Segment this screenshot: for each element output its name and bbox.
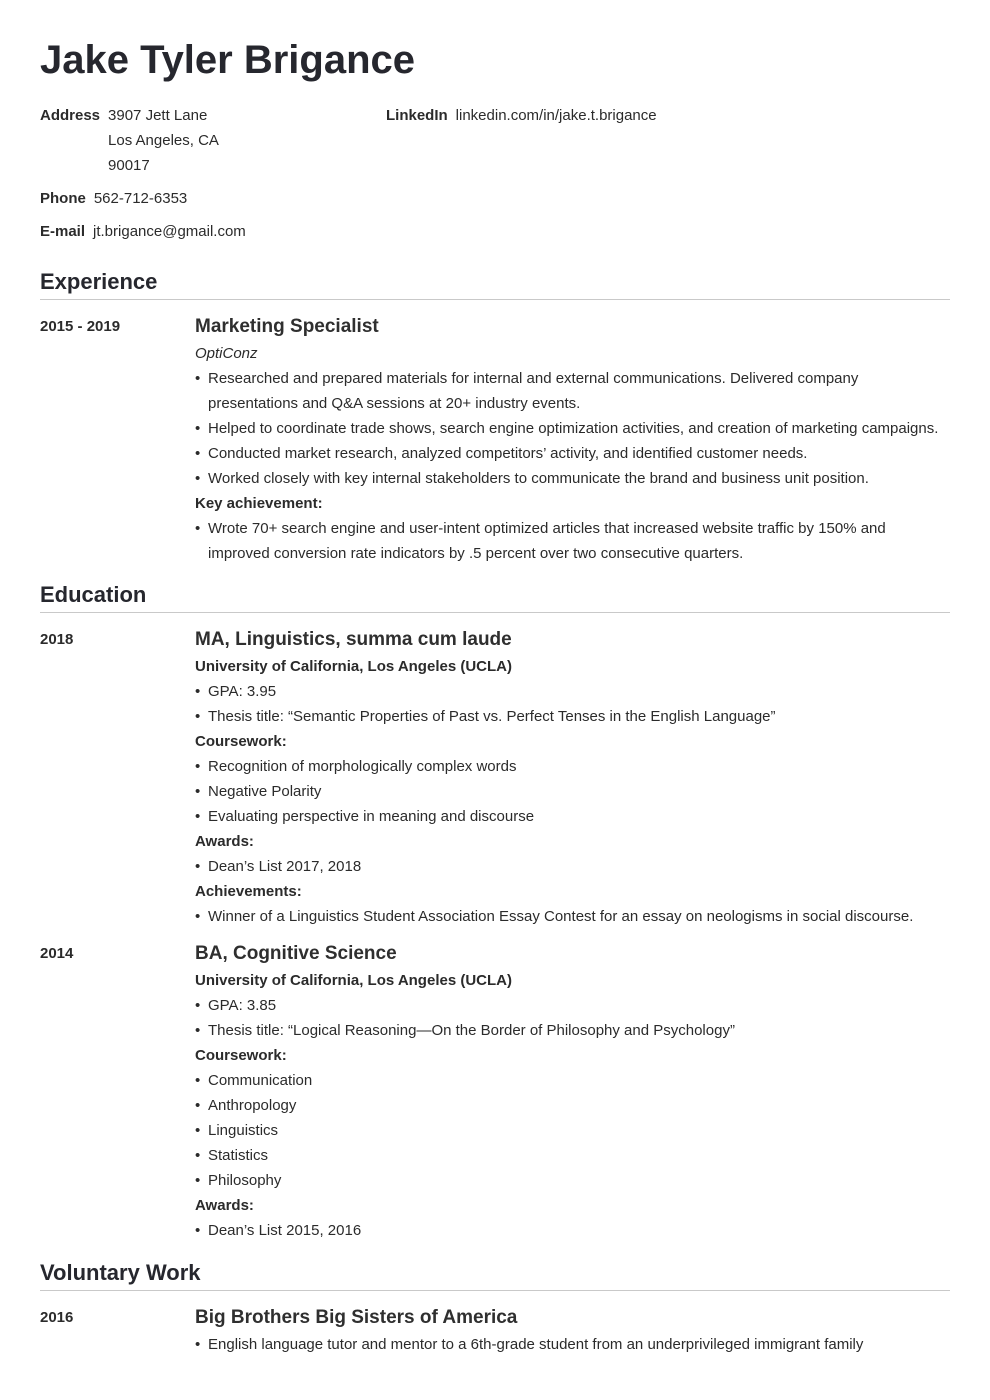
- subheading: Awards:: [195, 833, 254, 850]
- list-item: • GPA: 3.95: [195, 679, 950, 704]
- bullet-list: [195, 679, 950, 729]
- email-row: [40, 219, 246, 244]
- bullet-list: [195, 754, 950, 829]
- entry-date: 2015 - 2019: [40, 318, 121, 335]
- entry-title: Marketing Specialist: [195, 316, 379, 337]
- list-item: • Worked closely with key internal stakeholders to communicate the brand and business unit position.: [195, 466, 950, 491]
- section-title: Voluntary Work: [40, 1258, 950, 1291]
- experience-entry: [40, 312, 950, 566]
- list-item: • Thesis title: “Logical Reasoning—On the Border of Philosophy and Psychology”: [195, 1018, 950, 1043]
- voluntary-work-section: [40, 1258, 950, 1357]
- section-title: Experience: [40, 267, 950, 300]
- list-item: • Dean’s List 2017, 2018: [195, 854, 950, 879]
- list-item: • Statistics: [195, 1143, 950, 1168]
- linkedin-label: LinkedIn: [386, 107, 448, 124]
- list-item: • Linguistics: [195, 1118, 950, 1143]
- education-entry: [40, 625, 950, 929]
- address-line: 3907 Jett Lane: [108, 107, 208, 124]
- entry-organization: University of California, Los Angeles (UCLA): [195, 972, 512, 989]
- phone-label: Phone: [40, 190, 86, 207]
- entry-title: Big Brothers Big Sisters of America: [195, 1307, 518, 1328]
- list-item: • Wrote 70+ search engine and user-intent optimized articles that increased website traffic by 150% and improved conversion rate indicators by .5 percent over two consecutive quarters.: [195, 516, 950, 566]
- email-label: E-mail: [40, 223, 86, 240]
- address-value: [108, 103, 219, 178]
- email-link[interactable]: jt.brigance@gmail.com: [93, 223, 246, 240]
- list-item: • Anthropology: [195, 1093, 950, 1118]
- subheading: Awards:: [195, 1197, 254, 1214]
- subheading: Coursework:: [195, 1047, 287, 1064]
- list-item: • Communication: [195, 1068, 950, 1093]
- entry-organization: OptiConz: [195, 345, 258, 362]
- entry-date: 2014: [40, 945, 74, 962]
- list-item: • Winner of a Linguistics Student Association Essay Contest for an essay on neologisms in social discourse.: [195, 904, 950, 929]
- list-item: • English language tutor and mentor to a 6th-grade student from an underprivileged immigrant family: [195, 1332, 950, 1357]
- entry-date: 2016: [40, 1309, 74, 1326]
- bullet-list: [195, 1068, 950, 1193]
- bullet-list: [195, 1218, 950, 1243]
- entry-date: 2018: [40, 631, 74, 648]
- entry-content: [195, 625, 950, 929]
- phone-value: 562-712-6353: [93, 190, 188, 207]
- entry-organization: University of California, Los Angeles (UCLA): [195, 658, 512, 675]
- list-item: • GPA: 3.85: [195, 993, 950, 1018]
- entry-title: BA, Cognitive Science: [195, 943, 397, 964]
- list-item: • Evaluating perspective in meaning and discourse: [195, 804, 950, 829]
- linkedin-link[interactable]: linkedin.com/in/jake.t.brigance: [455, 107, 657, 124]
- list-item: • Dean’s List 2015, 2016: [195, 1218, 950, 1243]
- address-row: [40, 103, 219, 178]
- subheading: Achievements:: [195, 883, 302, 900]
- section-title: Education: [40, 580, 950, 613]
- entry-title: MA, Linguistics, summa cum laude: [195, 629, 512, 650]
- list-item: • Helped to coordinate trade shows, search engine optimization activities, and creation of marketing campaigns.: [195, 416, 950, 441]
- bullet-list: [195, 993, 950, 1043]
- address-line: Los Angeles, CA: [108, 132, 219, 149]
- phone-row: [40, 186, 187, 211]
- experience-section: [40, 267, 950, 566]
- bullet-list: [195, 516, 950, 566]
- entry-content: [195, 939, 950, 1243]
- list-item: • Researched and prepared materials for internal and external communications. Delivered company presentations and Q&A sessions at 20+ industry events.: [195, 366, 950, 416]
- linkedin-row: [386, 103, 657, 128]
- subheading: Key achievement:: [195, 495, 323, 512]
- bullet-list: [195, 904, 950, 929]
- list-item: • Conducted market research, analyzed competitors’ activity, and identified customer needs.: [195, 441, 950, 466]
- list-item: • Thesis title: “Semantic Properties of Past vs. Perfect Tenses in the English Language”: [195, 704, 950, 729]
- list-item: • Recognition of morphologically complex words: [195, 754, 950, 779]
- entry-content: [195, 312, 950, 566]
- bullet-list: [195, 1332, 950, 1357]
- candidate-name: Jake Tyler Brigance: [40, 38, 416, 82]
- bullet-list: [195, 366, 950, 491]
- bullet-list: [195, 854, 950, 879]
- entry-content: [195, 1303, 950, 1357]
- list-item: • Philosophy: [195, 1168, 950, 1193]
- address-line: 90017: [108, 157, 150, 174]
- address-label: Address: [40, 107, 101, 124]
- education-entry: [40, 939, 950, 1243]
- voluntary-entry: [40, 1303, 950, 1357]
- list-item: • Negative Polarity: [195, 779, 950, 804]
- education-section: [40, 580, 950, 1243]
- subheading: Coursework:: [195, 733, 287, 750]
